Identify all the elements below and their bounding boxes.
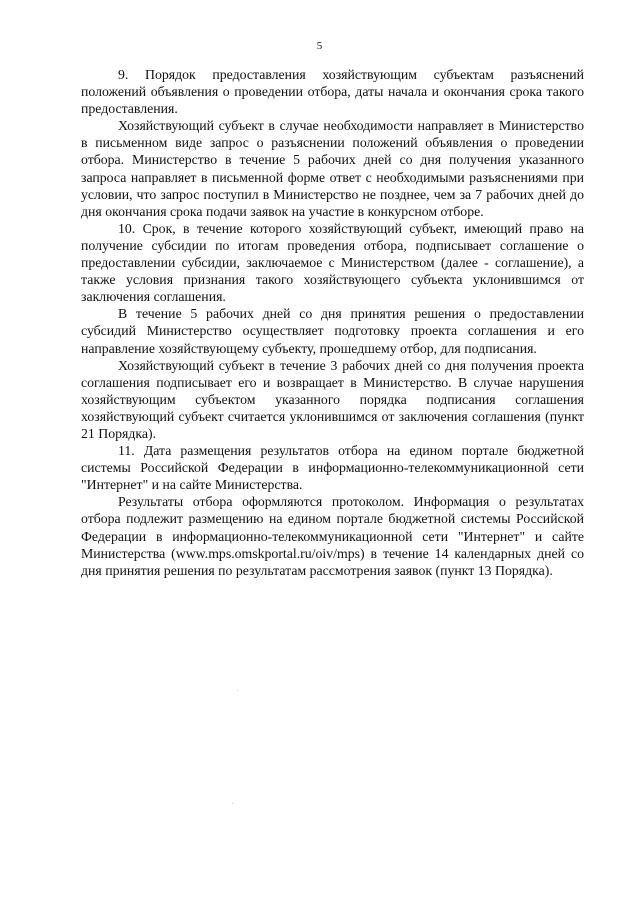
paragraph-agreement-preparation: В течение 5 рабочих дней со дня принятия решения о предоставлении субсидий Министерство осуществляет подготовку проекта соглашения и его направление хозяйствующему субъекту, прошедшему отбор, для подписания. <box>81 306 584 356</box>
scan-speck <box>237 690 238 691</box>
paragraph-clarification-request: Хозяйствующий субъект в случае необходимости направляет в Министерство в письменном виде запрос о разъяснении положений объявления о проведении отбора. Министерство в течение 5 рабочих дней со дня получения указанного запроса направляет в письменной форме ответ с необходимыми разъяснениями при условии, что запрос поступил в Министерство не позднее, чем за 7 рабочих дней до дня окончания срока подачи заявок на участие в конкурсном отборе. <box>81 118 584 219</box>
page-number: 5 <box>316 40 323 52</box>
paragraph-section-11-heading: 11. Дата размещения результатов отбора на едином портале бюджетной системы Российской Федерации в информационно-телекоммуникационной сети "Интернет" и на сайте Министерства. <box>81 443 584 493</box>
paragraph-results-publication: Результаты отбора оформляются протоколом. Информация о результатах отбора подлежит размещению на едином портале бюджетной системы Российской Федерации в информационно-телекоммуникационной сети "Интернет" и сайте Министерства (www.mps.omskportal.ru/oiv/mps) в течение 14 календарных дней со дня принятия решения по результатам рассмотрения заявок (пункт 13 Порядка). <box>81 494 584 578</box>
paragraph-section-9-heading: 9. Порядок предоставления хозяйствующим субъектам разъяснений положений объявления о проведении отбора, даты начала и окончания срока такого предоставления. <box>81 67 584 117</box>
paragraph-agreement-signing: Хозяйствующий субъект в течение 3 рабочих дней со дня получения проекта соглашения подписывает его и возвращает в Министерство. В случае нарушения хозяйствующим субъектом указанного порядка подписания соглашения хозяйствующий субъект считается уклонившимся от заключения соглашения (пункт 21 Порядка). <box>81 357 584 441</box>
paragraph-section-10-heading: 10. Срок, в течение которого хозяйствующий субъект, имеющий право на получение субсидии по итогам проведения отбора, подписывает соглашение о предоставлении субсидии, заключаемое с Министерством (далее - соглашение), а также условия признания такого хозяйствующего субъекта уклонившимся от заключения соглашения. <box>81 220 584 305</box>
scan-speck <box>232 803 233 804</box>
document-body <box>81 66 584 579</box>
